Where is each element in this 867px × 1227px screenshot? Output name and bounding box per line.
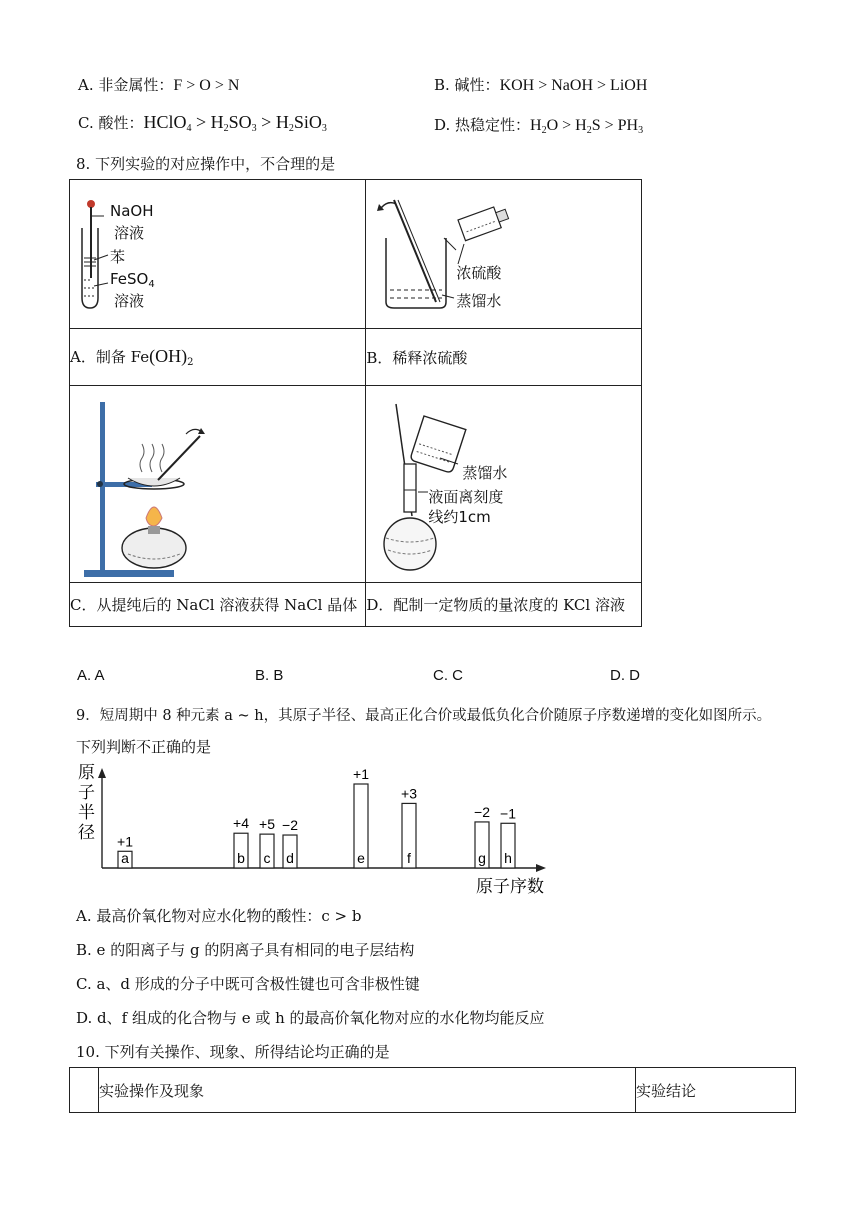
q10-header-operation: 实验操作及现象 — [99, 1068, 636, 1113]
q8-table — [69, 179, 642, 627]
bar-label-d: d — [286, 850, 294, 866]
fig-a-solution-label-1: 溶液 — [114, 224, 145, 242]
fig-a-solution-label-2: 溶液 — [114, 292, 145, 310]
q10-header-conclusion: 实验结论 — [636, 1068, 796, 1113]
q9-option-d: D. d、f 组成的化合物与 e 或 h 的最高价氧化物对应的水化物均能反应 — [76, 1009, 545, 1027]
q8-answer-c: C. C — [433, 667, 463, 684]
valence-label-c: +5 — [259, 816, 275, 833]
q8-figure-c-cell — [70, 386, 366, 583]
q10-table — [69, 1067, 796, 1113]
q7-option-a — [78, 74, 239, 95]
fig-a-feso4-label: FeSO$_4$ — [110, 270, 155, 290]
y-axis-arrow — [98, 768, 106, 778]
q8-figure-c — [70, 386, 365, 582]
bar-label-f: f — [407, 850, 411, 866]
valence-label-e: +1 — [353, 766, 369, 782]
q8-answer-b: B. B — [255, 667, 284, 684]
q9-option-b: B. e 的阳离子与 g 的阴离子具有相同的电子层结构 — [76, 941, 415, 959]
q8-caption-d: D．配制一定物质的量浓度的 KCl 溶液 — [366, 583, 642, 627]
q8-figure-a — [70, 180, 365, 328]
valence-label-g: −2 — [474, 803, 490, 820]
valence-label-h: −1 — [500, 805, 516, 822]
q9-option-c: C. a、d 形成的分子中既可含极性键也可含非极性键 — [76, 975, 420, 993]
valence-label-b: +4 — [233, 815, 249, 832]
bar-label-a: a — [121, 850, 129, 866]
x-axis-label: 原子序数 — [476, 877, 544, 897]
bar-label-g: g — [478, 850, 486, 866]
q9-stem-line-1: 9．短周期中 8 种元素 a ~ h，其原子半径、最高正化合价或最低负化合价随原子序数递增的变化如图所示。 — [76, 708, 772, 724]
q8-figure-b — [366, 180, 641, 328]
q8-caption-b: B．稀释浓硫酸 — [366, 329, 642, 386]
q8-figure-a-cell — [70, 180, 366, 329]
q8-stem: 8. 下列实验的对应操作中，不合理的是 — [76, 155, 336, 173]
fig-d-level-label-1: 液面离刻度 — [428, 488, 504, 506]
q7-b-label: B. 碱性： — [434, 76, 500, 94]
fig-b-distilled-water-label: 蒸馏水 — [456, 292, 502, 310]
bar-label-e: e — [357, 850, 365, 866]
beaker-dilution-diagram — [366, 180, 642, 328]
y-axis-label: 原子半径 — [78, 763, 95, 843]
q7-option-c — [78, 112, 327, 134]
fig-a-naoh-label: NaOH — [110, 202, 154, 220]
q8-caption-c: C．从提纯后的 NaCl 溶液获得 NaCl 晶体 — [70, 583, 366, 627]
volumetric-flask-diagram — [366, 386, 642, 582]
q7-option-b — [434, 74, 647, 95]
bar-label-c: c — [263, 850, 271, 866]
q8-answer-d: D. D — [610, 667, 640, 684]
q8-caption-a: A．制备 $Fe(OH)_2$ — [70, 329, 366, 386]
valence-label-d: −2 — [282, 817, 298, 834]
q7-c-label: C. 酸性： — [78, 114, 144, 132]
q7-a-label: A. 非金属性： — [78, 76, 174, 94]
bar-label-h: h — [504, 850, 512, 866]
fig-d-level-label-2: 线约1cm — [428, 508, 491, 526]
q8-figure-d-cell — [366, 386, 642, 583]
bar-label-b: b — [237, 850, 245, 866]
q7-a-formula: F > O > N — [173, 77, 240, 94]
x-axis-arrow — [536, 864, 546, 872]
fig-d-distilled-water-label: 蒸馏水 — [462, 464, 508, 482]
fig-b-conc-sulfuric-label: 浓硫酸 — [456, 264, 502, 282]
valence-label-a: +1 — [117, 833, 133, 850]
q10-header-blank — [70, 1068, 99, 1113]
q8-figure-d — [366, 386, 641, 582]
q8-answer-a: A. A — [77, 667, 105, 684]
q9-chart — [70, 758, 570, 900]
q10-stem: 10. 下列有关操作、现象、所得结论均正确的是 — [76, 1043, 390, 1061]
fig-a-benzene-label: 苯 — [110, 248, 126, 266]
q9-option-a: A. 最高价氧化物对应水化物的酸性：c > b — [76, 907, 362, 925]
evaporation-setup-diagram — [70, 386, 366, 582]
q8-figure-b-cell — [366, 180, 642, 329]
valence-label-f: +3 — [401, 785, 417, 802]
q7-c-formula: HClO$_4$ > $H_2SO_3 > H_2SiO_3$ — [143, 112, 327, 134]
q7-d-formula: $H_2O > H_2S > PH_3$ — [530, 117, 644, 136]
q7-b-formula: KOH > NaOH > LiOH — [499, 77, 648, 94]
q7-option-d — [434, 114, 643, 136]
q9-stem-line-2: 下列判断不正确的是 — [76, 738, 212, 756]
q7-d-label: D. 热稳定性： — [434, 116, 531, 134]
